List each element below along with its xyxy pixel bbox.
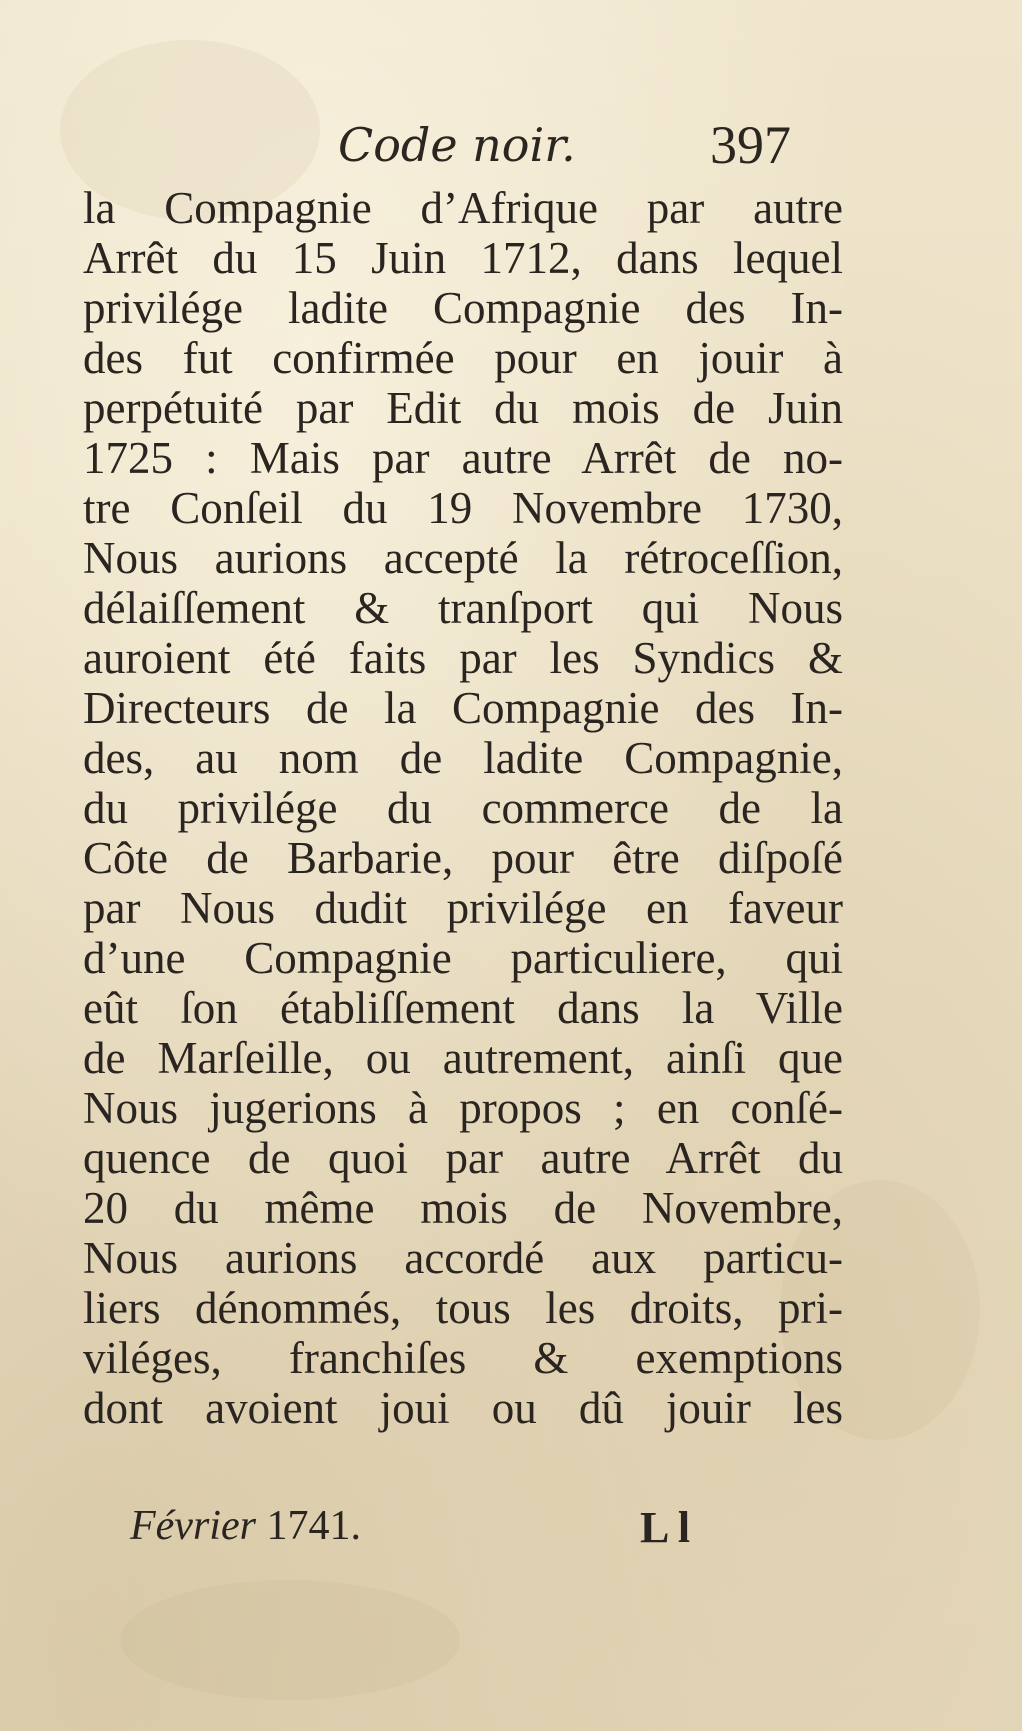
page-footer bbox=[0, 1502, 1022, 1562]
paper-stain bbox=[120, 1580, 460, 1700]
text-line: Nous jugerions à propos ; en conſé- bbox=[83, 1083, 843, 1133]
text-line: liers dénommés, tous les droits, pri- bbox=[83, 1283, 843, 1333]
text-line: Nous aurions accepté la rétroceſſion, bbox=[83, 533, 843, 583]
text-line: délaiſſement & tranſport qui Nous bbox=[83, 583, 843, 633]
text-line: Directeurs de la Compagnie des In- bbox=[83, 683, 843, 733]
text-line: de Marſeille, ou autrement, ainſi que bbox=[83, 1033, 843, 1083]
text-line: des, au nom de ladite Compagnie, bbox=[83, 733, 843, 783]
text-line: 20 du même mois de Novembre, bbox=[83, 1183, 843, 1233]
page-number: 397 bbox=[710, 115, 791, 175]
text-line: viléges, franchiſes & exemptions bbox=[83, 1333, 843, 1383]
text-line: privilége ladite Compagnie des In- bbox=[83, 283, 843, 333]
text-line: auroient été faits par les Syndics & bbox=[83, 633, 843, 683]
text-line: quence de quoi par autre Arrêt du bbox=[83, 1133, 843, 1183]
footer-date bbox=[130, 1502, 361, 1550]
text-line: des fut confirmée pour en jouir à bbox=[83, 333, 843, 383]
text-line: tre Conſeil du 19 Novembre 1730, bbox=[83, 483, 843, 533]
text-line: perpétuité par Edit du mois de Juin bbox=[83, 383, 843, 433]
signature-mark: L l bbox=[640, 1503, 691, 1552]
text-line: Nous aurions accordé aux particu- bbox=[83, 1233, 843, 1283]
text-line: du privilége du commerce de la bbox=[83, 783, 843, 833]
text-line: la Compagnie d’Afrique par autre bbox=[83, 183, 843, 233]
text-line: 1725 : Mais par autre Arrêt de no- bbox=[83, 433, 843, 483]
running-head bbox=[0, 115, 1022, 178]
text-line: dont avoient joui ou dû jouir les bbox=[83, 1383, 843, 1433]
page-title: Code noir. bbox=[338, 118, 576, 172]
text-line: Arrêt du 15 Juin 1712, dans lequel bbox=[83, 233, 843, 283]
text-line: d’une Compagnie particuliere, qui bbox=[83, 933, 843, 983]
text-line: eût ſon établiſſement dans la Ville bbox=[83, 983, 843, 1033]
text-line: Côte de Barbarie, pour être diſpoſé bbox=[83, 833, 843, 883]
footer-month: Février bbox=[130, 1503, 256, 1549]
footer-year: 1741. bbox=[266, 1503, 361, 1549]
text-line: par Nous dudit privilége en faveur bbox=[83, 883, 843, 933]
body-text bbox=[83, 183, 843, 1433]
